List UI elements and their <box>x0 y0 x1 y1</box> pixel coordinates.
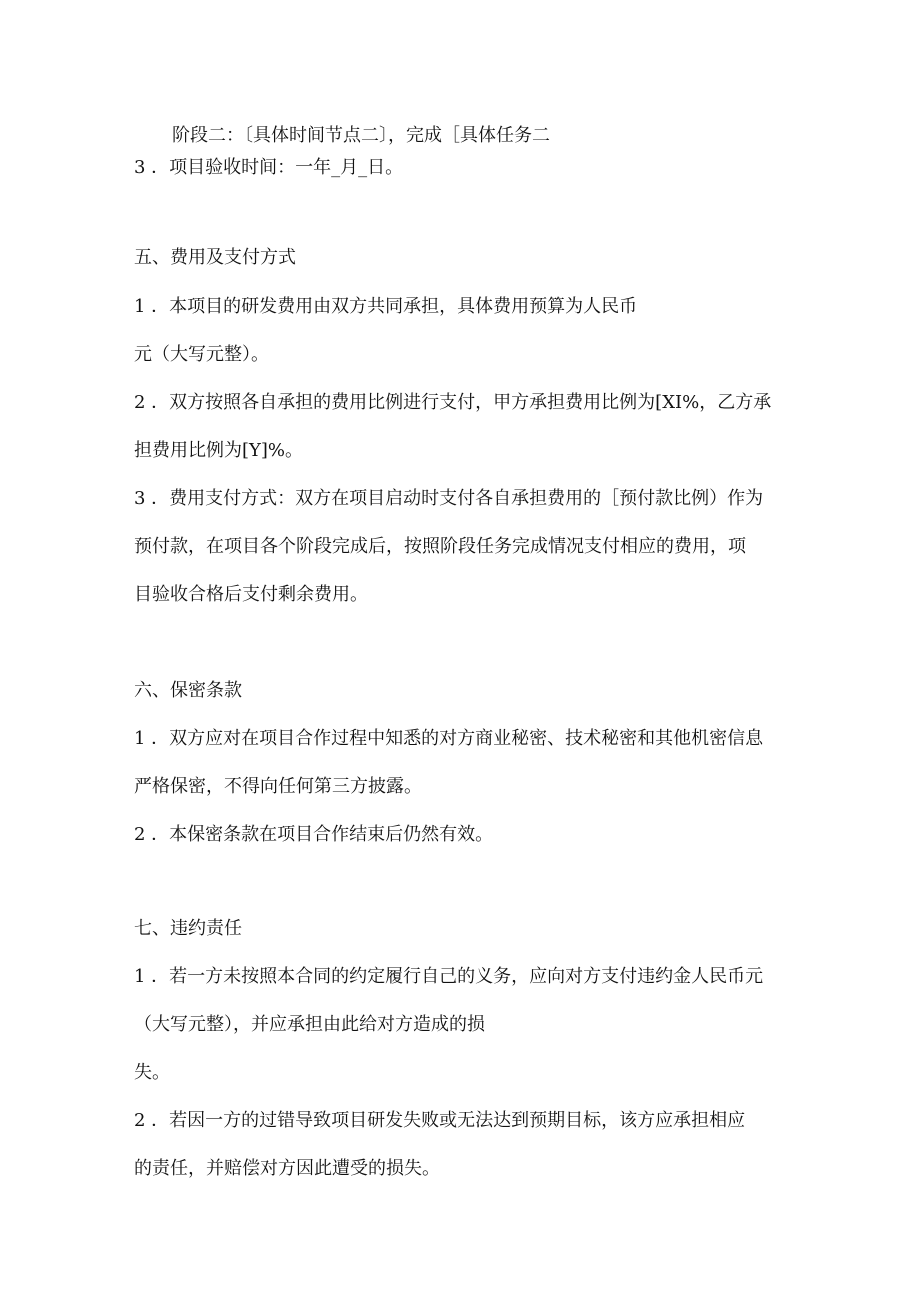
liability-clause-1-line-2: （大写元整），并应承担由此给对方造成的损 <box>134 1014 485 1035</box>
confidentiality-clause-2: 2 ．本保密条款在项目合作结束后仍然有效。 <box>134 824 494 845</box>
fee-clause-3-line-2: 预付款，在项目各个阶段完成后，按照阶段任务完成情况支付相应的费用，项 <box>134 536 746 557</box>
liability-clause-2-line-2: 的责任，并赔偿对方因此遭受的损失。 <box>134 1158 440 1179</box>
stage-two-line: 阶段二：〔具体时间节点二〕，完成［具体任务二 <box>172 125 550 146</box>
fee-clause-2-line-2: 担费用比例为[Y]%。 <box>134 440 304 461</box>
section-heading-fees: 五、费用及支付方式 <box>134 247 296 268</box>
fee-clause-1-line-2: 元（大写元整）。 <box>134 344 269 365</box>
liability-clause-1-line-3: 失。 <box>134 1062 170 1083</box>
fee-clause-1-line-1: 1 ．本项目的研发费用由双方共同承担，具体费用预算为人民币 <box>134 296 638 317</box>
section-heading-liability: 七、违约责任 <box>134 918 242 939</box>
acceptance-time-line: 3 ．项目验收时间：一年_月_日。 <box>134 157 404 178</box>
section-heading-confidentiality: 六、保密条款 <box>134 680 242 701</box>
liability-clause-2-line-1: 2 ．若因一方的过错导致项目研发失败或无法达到预期目标，该方应承担相应 <box>134 1110 746 1131</box>
confidentiality-clause-1-line-1: 1 ．双方应对在项目合作过程中知悉的对方商业秘密、技术秘密和其他机密信息 <box>134 728 764 749</box>
fee-clause-2-line-1: 2 ．双方按照各自承担的费用比例进行支付，甲方承担费用比例为[XI%，乙方承 <box>134 392 772 413</box>
liability-clause-1-line-1: 1 ．若一方未按照本合同的约定履行自己的义务，应向对方支付违约金人民币元 <box>134 966 764 987</box>
confidentiality-clause-1-line-2: 严格保密，不得向任何第三方披露。 <box>134 776 422 797</box>
fee-clause-3-line-3: 目验收合格后支付剩余费用。 <box>134 584 368 605</box>
fee-clause-3-line-1: 3 ．费用支付方式：双方在项目启动时支付各自承担费用的［预付款比例）作为 <box>134 488 764 509</box>
